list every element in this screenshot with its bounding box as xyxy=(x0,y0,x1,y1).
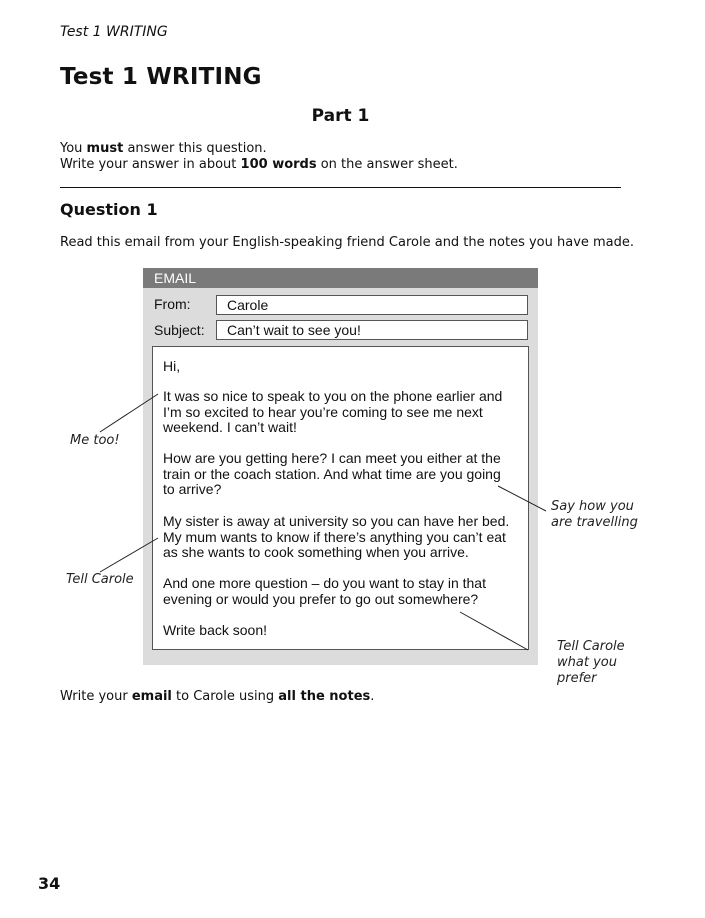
instruction-bold: must xyxy=(86,141,124,156)
instruction-bold: 100 words xyxy=(240,157,317,172)
callout-line-tell-pref xyxy=(460,612,528,650)
note-say-how: Say how you are travelling xyxy=(551,499,638,530)
email-paragraph-4: And one more question – do you want to stay in that evening or would you prefer to go out somewhere? xyxy=(163,575,486,607)
part-heading: Part 1 xyxy=(311,106,370,126)
from-label: From: xyxy=(154,296,191,312)
instruction-text: You xyxy=(60,141,87,156)
instruction-text: Write your answer in about xyxy=(60,157,241,172)
email-header: EMAIL xyxy=(143,268,538,288)
note-me-too: Me too! xyxy=(70,433,120,448)
email-paragraph-2: How are you getting here? I can meet you either at the train or the coach station. And what time are you going to arrive? xyxy=(163,450,501,498)
question-text: Read this email from your English-speaking friend Carole and the notes you have made. xyxy=(60,235,635,250)
note-tell-preference: Tell Carole what you prefer xyxy=(557,639,625,686)
email-greeting: Hi, xyxy=(163,358,181,374)
callout-line-tell-carole xyxy=(100,538,158,572)
note-tell-carole: Tell Carole xyxy=(66,572,134,587)
final-text: to Carole using xyxy=(171,689,279,704)
final-text: . xyxy=(370,689,375,704)
final-text: Write your xyxy=(60,689,132,704)
email-paragraph-1: It was so nice to speak to you on the phone earlier and I’m so excited to hear you’re coming to see me next weekend. I can’t wait! xyxy=(163,388,503,436)
final-instruction xyxy=(60,689,374,704)
callout-line-me-too xyxy=(100,394,158,432)
question-title: Question 1 xyxy=(60,200,158,219)
final-bold: all the notes xyxy=(278,689,371,704)
from-field: Carole xyxy=(216,295,528,315)
callout-line-say-how xyxy=(498,486,546,511)
subject-label: Subject: xyxy=(154,322,205,338)
instruction-text: answer this question. xyxy=(123,141,267,156)
running-head: Test 1 WRITING xyxy=(60,24,168,40)
subject-field: Can’t wait to see you! xyxy=(216,320,528,340)
page-number: 34 xyxy=(38,874,61,893)
page-title: Test 1 WRITING xyxy=(60,64,262,90)
final-bold: email xyxy=(131,689,172,704)
email-paragraph-3: My sister is away at university so you can have her bed. My mum wants to know if there’s anything you can’t eat as she wants to cook something when you arrive. xyxy=(163,513,510,561)
email-signoff: Write back soon! xyxy=(163,622,268,638)
instruction-text: on the answer sheet. xyxy=(316,157,458,172)
